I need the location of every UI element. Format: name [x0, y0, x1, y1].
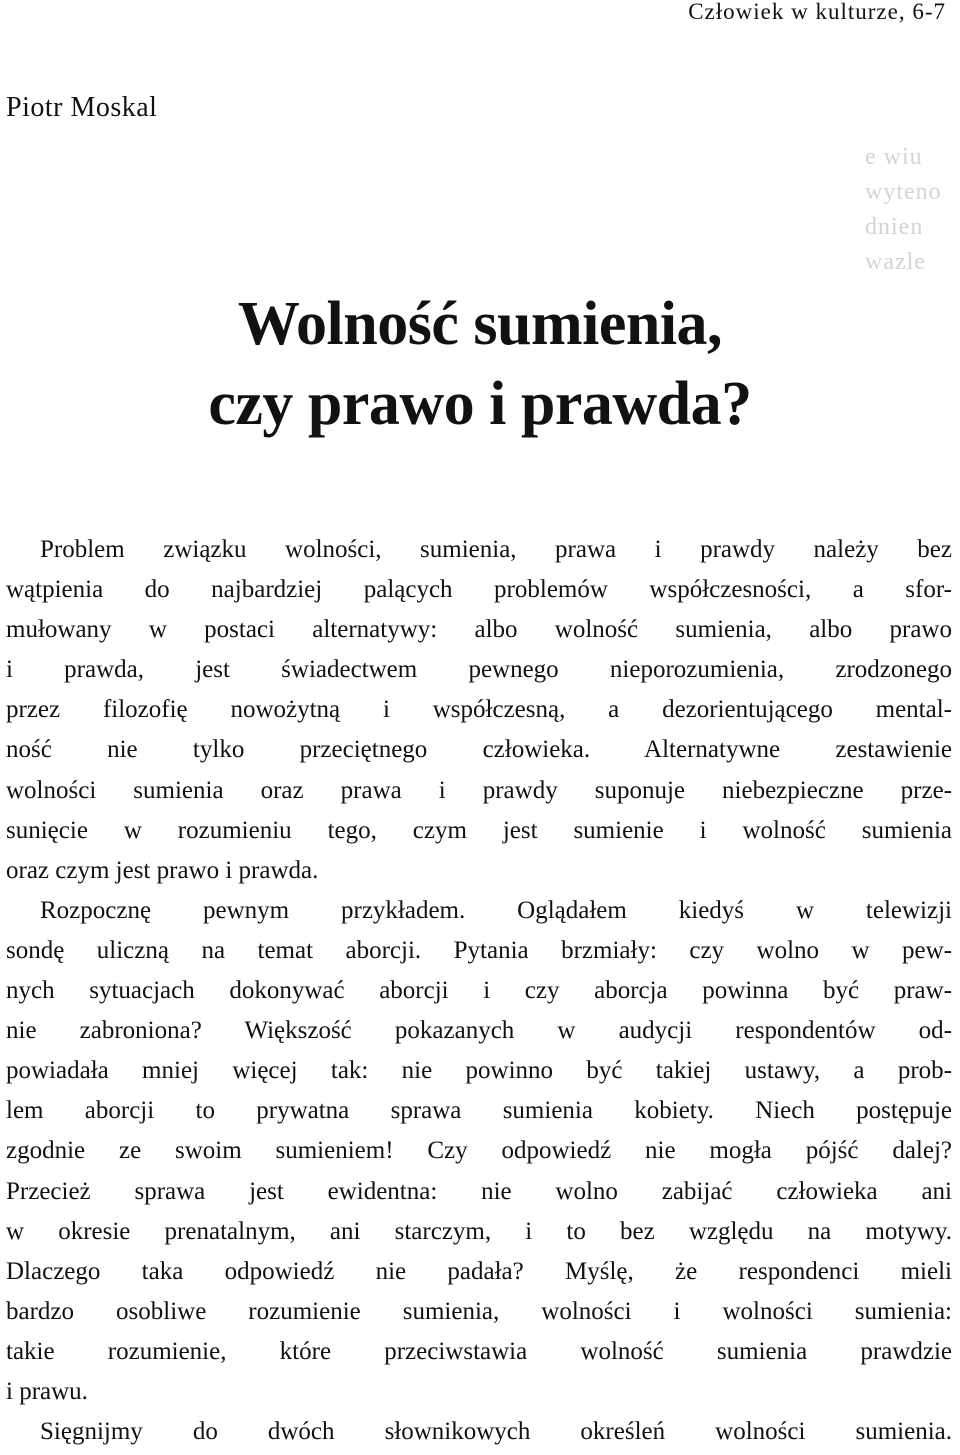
article-title	[0, 284, 960, 444]
title-line-2: czy prawo i prawda?	[208, 370, 752, 438]
text-line: powiadała mniej więcej tak: nie powinno być takiej ustawy, a prob-	[6, 1057, 952, 1085]
text-line: i prawu.	[6, 1377, 88, 1405]
text-line: nie zabroniona? Większość pokazanych w audycji respondentów od-	[6, 1017, 952, 1045]
text-line: Rozpocznę pewnym przykładem. Oglądałem kiedyś w telewizji	[40, 896, 952, 924]
text-line: takie rozumienie, które przeciwstawia wolność sumienia prawdzie	[6, 1337, 952, 1365]
bleed-line: wyteno	[865, 179, 942, 205]
paragraph-3	[6, 1412, 952, 1452]
text-line: przez filozofię nowożytną i współczesną, a dezorientującego mental-	[6, 696, 952, 724]
title-line-1: Wolność sumienia,	[237, 290, 723, 358]
text-line: w okresie prenatalnym, ani starczym, i to bez względu na motywy.	[6, 1217, 952, 1245]
text-line: oraz czym jest prawo i prawda.	[6, 856, 319, 884]
text-line: ność nie tylko przeciętnego człowieka. Alternatywne zestawienie	[6, 736, 952, 764]
text-line: nych sytuacjach dokonywać aborcji i czy aborcja powinna być praw-	[6, 977, 952, 1005]
text-line: lem aborcji to prywatna sprawa sumienia kobiety. Niech postępuje	[6, 1097, 952, 1125]
paragraph-2	[6, 891, 952, 1412]
bleed-line: e wiu	[865, 144, 923, 170]
bleed-line: dnien	[865, 214, 924, 240]
bleed-line: wazle	[865, 249, 926, 275]
text-line: Przecież sprawa jest ewidentna: nie wolno zabijać człowieka ani	[6, 1177, 952, 1205]
author-name: Piotr Moskal	[6, 92, 158, 123]
running-head: Człowiek w kulturze, 6-7	[688, 0, 946, 24]
text-line: wątpienia do najbardziej palących problemów współczesności, a sfor-	[6, 576, 952, 604]
text-line: Sięgnijmy do dwóch słownikowych określeń wolności sumienia.	[40, 1418, 952, 1446]
text-line: mułowany w postaci alternatywy: albo wolność sumienia, albo prawo	[6, 616, 952, 644]
text-line: bardzo osobliwe rozumienie sumienia, wolności i wolności sumienia:	[6, 1297, 952, 1325]
text-line: wolności sumienia oraz prawa i prawdy suponuje niebezpieczne prze-	[6, 776, 952, 804]
paragraph-1	[6, 530, 952, 891]
text-line: Dlaczego taka odpowiedź nie padała? Myślę, że respondenci mieli	[6, 1257, 952, 1285]
text-line: sunięcie w rozumieniu tego, czym jest sumienie i wolność sumienia	[6, 816, 952, 844]
text-line: sondę uliczną na temat aborcji. Pytania brzmiały: czy wolno w pew-	[6, 936, 952, 964]
bleed-through-text	[865, 140, 960, 280]
text-line: Problem związku wolności, sumienia, prawa i prawdy należy bez	[40, 536, 952, 563]
text-line: zgodnie ze swoim sumieniem! Czy odpowiedź nie mogła pójść dalej?	[6, 1137, 952, 1165]
text-line: i prawda, jest świadectwem pewnego nieporozumienia, zrodzonego	[6, 656, 952, 684]
article-body	[6, 530, 952, 1452]
